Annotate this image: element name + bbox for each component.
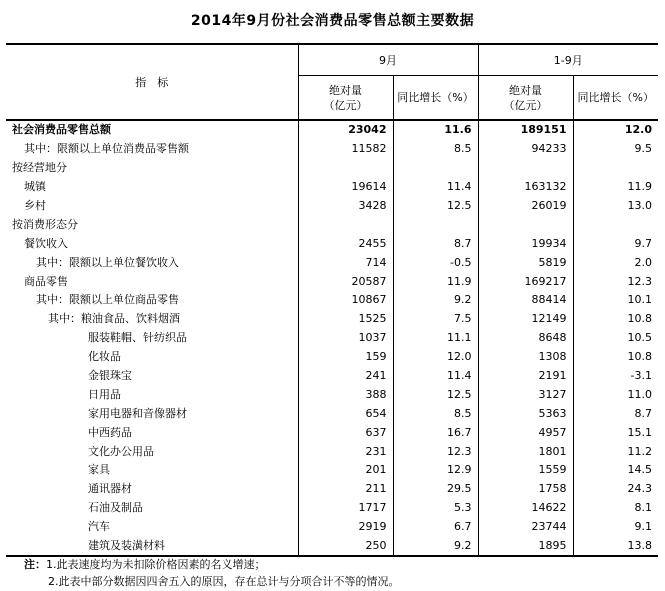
month-abs-cell: 654 [365,406,387,420]
month-growth-cell: 11.1 [393,329,478,348]
table-row [6,120,658,140]
month-abs-cell: 211 [365,482,387,496]
note-2: 2.此表中部分数据因四舍五入的原因，存在总计与分项合计不等的情况。 [48,575,400,588]
ytd-growth-cell: 10.1 [573,291,658,310]
month-growth-cell: 11.4 [393,178,478,197]
ytd-growth-cell: 12.0 [573,120,658,140]
row-indicator: 家用电器和音像器材 [6,404,298,423]
month-abs-cell: 159 [365,350,387,364]
ytd-abs-cell: 12149 [478,310,573,329]
month-abs-cell: 2919 [358,520,387,534]
month-growth-cell: 12.0 [393,348,478,367]
row-indicator: 按消费形态分 [6,215,298,234]
ytd-growth-cell: 10.8 [573,348,658,367]
ytd-abs-cell [478,215,573,234]
table-row [6,272,658,291]
retail-sales-table [6,43,658,557]
month-growth-cell: 5.3 [393,499,478,518]
ytd-abs-cell: 1559 [478,461,573,480]
table-row [6,442,658,461]
month-growth-cell: -0.5 [393,253,478,272]
row-indicator: 化妆品 [6,348,298,367]
table-row [6,159,658,178]
month-abs-cell: 1525 [358,312,387,326]
month-growth-cell: 29.5 [393,480,478,499]
table-row [6,197,658,216]
month-abs-cell: 714 [365,255,387,269]
ytd-growth-cell: 11.0 [573,385,658,404]
table-row [6,367,658,386]
month-abs-cell: 241 [365,369,387,383]
ytd-growth-cell: 10.8 [573,310,658,329]
period-ytd-header: 1-9月 [478,44,658,76]
month-abs-cell: 3428 [358,199,387,212]
month-growth-cell: 12.5 [393,197,478,216]
ytd-growth-cell [573,159,658,178]
month-growth-cell: 11.4 [393,367,478,386]
ytd-growth-cell: 9.7 [573,234,658,253]
row-indicator: 餐饮收入 [6,234,298,253]
month-abs-cell: 1037 [358,331,387,345]
table-title: 2014年9月份社会消费品零售总额主要数据 [190,13,475,29]
row-indicator: 石油及制品 [6,499,298,518]
row-indicator: 文化办公用品 [6,442,298,461]
row-indicator: 汽车 [6,518,298,537]
month-abs-cell [298,159,393,178]
row-indicator: 服装鞋帽、针纺织品 [6,329,298,348]
row-indicator: 按经营地分 [6,159,298,178]
indicator-header: 指 标 [6,44,298,120]
table-row [6,234,658,253]
ytd-growth-cell [573,215,658,234]
month-abs-cell: 19614 [351,180,387,194]
ytd-abs-cell: 1801 [478,442,573,461]
row-indicator: 通讯器材 [6,480,298,499]
ytd-abs-cell: 1758 [478,480,573,499]
period-month-header: 9月 [298,44,478,76]
ytd-abs-cell: 5819 [478,253,573,272]
ytd-growth-cell: 13.8 [573,537,658,557]
table-row [6,310,658,329]
month-abs-cell: 23042 [348,123,387,137]
ytd-growth-header: 同比增长（%） [573,76,658,121]
month-abs-header: 绝对量 （亿元） [298,76,393,121]
row-indicator: 乡村 [6,197,298,216]
ytd-growth-cell: 8.7 [573,404,658,423]
month-growth-cell: 9.2 [393,537,478,557]
month-growth-cell: 12.5 [393,385,478,404]
row-indicator: 其中：限额以上单位消费品零售额 [6,140,298,159]
ytd-abs-cell: 26019 [478,197,573,216]
ytd-growth-cell: 10.5 [573,329,658,348]
month-abs-cell: 388 [365,387,387,401]
ytd-abs-cell [478,159,573,178]
table-row [6,291,658,310]
month-abs-cell: 231 [365,444,387,458]
row-indicator: 建筑及装潢材料 [6,537,298,557]
ytd-abs-cell: 169217 [478,272,573,291]
table-row [6,253,658,272]
ytd-abs-cell: 8648 [478,329,573,348]
ytd-growth-cell: 15.1 [573,423,658,442]
ytd-growth-cell: 11.2 [573,442,658,461]
table-row [6,178,658,197]
month-abs-cell: 11582 [351,142,387,156]
month-growth-cell: 16.7 [393,423,478,442]
month-growth-cell: 8.7 [393,234,478,253]
ytd-growth-cell: 14.5 [573,461,658,480]
note-1: 1.此表速度均为未扣除价格因素的名义增速； [46,558,266,571]
table-row [6,461,658,480]
month-abs-cell: 250 [298,537,393,557]
month-growth-cell [393,159,478,178]
table-row [6,537,658,557]
ytd-abs-cell: 2191 [478,367,573,386]
month-growth-header: 同比增长（%） [393,76,478,121]
month-growth-cell: 11.6 [393,120,478,140]
month-abs-cell [298,215,393,234]
month-growth-cell: 12.3 [393,442,478,461]
ytd-growth-cell: 2.0 [573,253,658,272]
row-indicator: 家具 [6,461,298,480]
month-abs-cell: 201 [365,463,387,477]
row-indicator: 社会消费品零售总额 [6,120,298,140]
month-abs-cell: 20587 [351,274,387,288]
ytd-growth-cell: -3.1 [573,367,658,386]
month-growth-cell: 6.7 [393,518,478,537]
ytd-abs-cell: 5363 [478,404,573,423]
row-indicator: 其中：粮油食品、饮料烟酒 [6,310,298,329]
notes-label: 注： [24,558,46,571]
month-growth-cell: 9.2 [393,291,478,310]
table-row [6,215,658,234]
table-row [6,404,658,423]
table-row [6,480,658,499]
row-indicator: 金银珠宝 [6,367,298,386]
ytd-growth-cell: 13.0 [573,197,658,216]
table-row [6,518,658,537]
ytd-growth-cell: 8.1 [573,499,658,518]
ytd-growth-cell: 24.3 [573,480,658,499]
ytd-abs-cell: 189151 [478,120,573,140]
ytd-growth-cell: 12.3 [573,272,658,291]
table-row [6,499,658,518]
month-abs-cell: 10867 [351,293,387,307]
table-row [6,385,658,404]
row-indicator: 日用品 [6,385,298,404]
month-abs-cell: 2455 [358,236,387,250]
table-notes [24,556,400,590]
month-abs-cell: 1717 [358,501,387,515]
ytd-growth-cell: 9.5 [573,140,658,159]
row-indicator: 其中：限额以上单位商品零售 [6,291,298,310]
month-growth-cell: 7.5 [393,310,478,329]
ytd-growth-cell: 9.1 [573,518,658,537]
ytd-abs-cell: 1895 [478,537,573,557]
month-abs-cell: 637 [365,425,387,439]
table-row [6,348,658,367]
ytd-abs-cell: 163132 [478,178,573,197]
table-row [6,140,658,159]
month-growth-cell [393,215,478,234]
ytd-abs-cell: 19934 [478,234,573,253]
ytd-abs-cell: 88414 [478,291,573,310]
month-growth-cell: 12.9 [393,461,478,480]
row-indicator: 其中：限额以上单位餐饮收入 [6,253,298,272]
ytd-abs-cell: 1308 [478,348,573,367]
table-row [6,329,658,348]
row-indicator: 城镇 [6,178,298,197]
ytd-abs-cell: 3127 [478,385,573,404]
month-growth-cell: 8.5 [393,404,478,423]
row-indicator: 商品零售 [6,272,298,291]
month-growth-cell: 8.5 [393,140,478,159]
row-indicator: 中西药品 [6,423,298,442]
ytd-abs-cell: 14622 [478,499,573,518]
ytd-abs-header: 绝对量 （亿元） [478,76,573,121]
month-growth-cell: 11.9 [393,272,478,291]
ytd-abs-cell: 23744 [478,518,573,537]
ytd-abs-cell: 4957 [478,423,573,442]
table-row [6,423,658,442]
ytd-growth-cell: 11.9 [573,178,658,197]
ytd-abs-cell: 94233 [478,140,573,159]
